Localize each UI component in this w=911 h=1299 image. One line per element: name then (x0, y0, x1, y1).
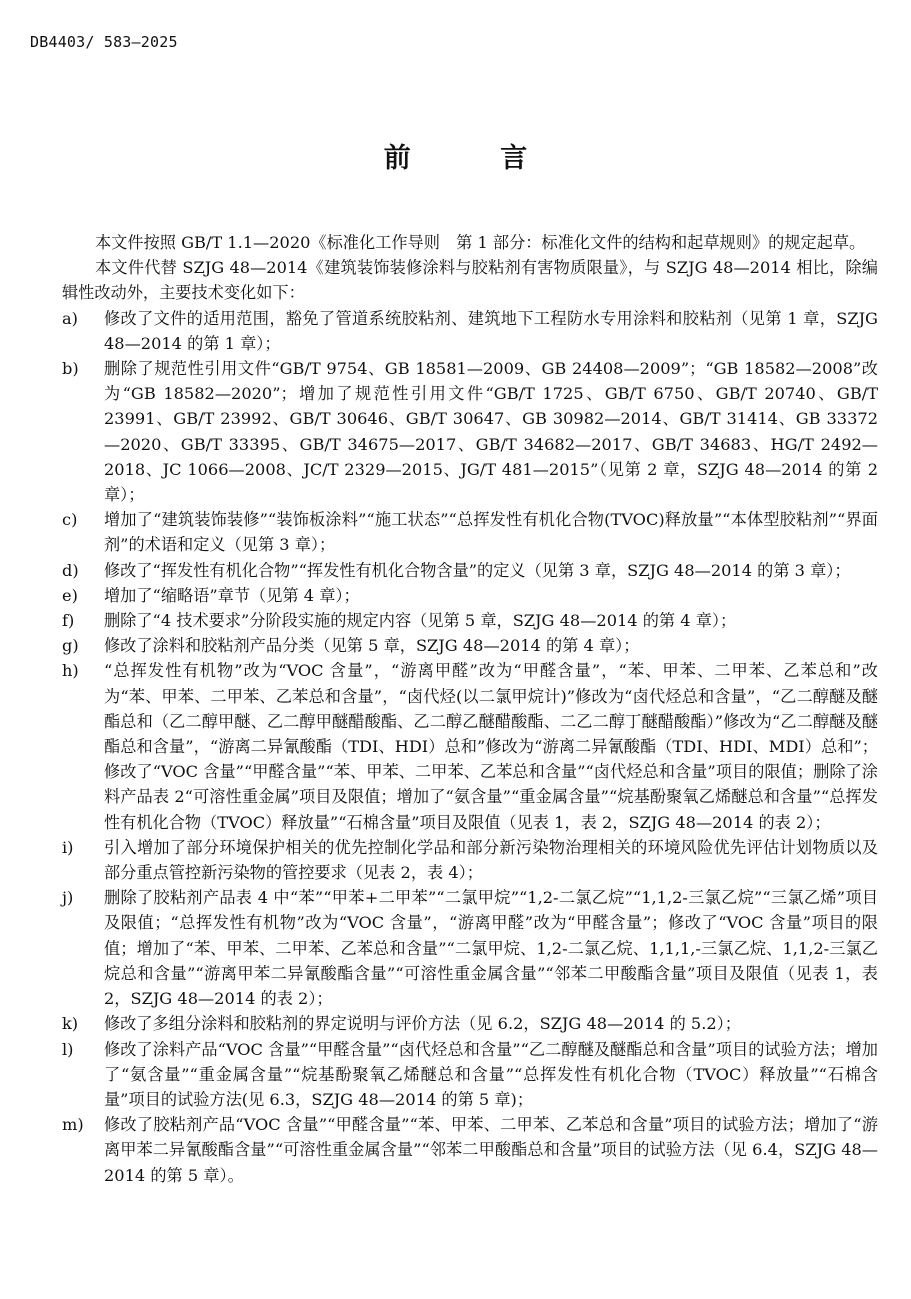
list-item-label: a) (62, 308, 78, 328)
list-item-text: 修改了多组分涂料和胶粘剂的界定说明与评价方法（见 6.2，SZJG 48—2014 的 5.2）； (104, 1014, 741, 1034)
list-item-text: 修改了涂料和胶粘剂产品分类（见第 5 章，SZJG 48—2014 的第 4 章）； (104, 636, 640, 656)
list-item-l (62, 1037, 878, 1113)
list-item-b (62, 356, 878, 507)
document-code: DB4403/ 583—2025 (30, 33, 178, 51)
document-body (62, 230, 878, 1188)
list-item-text: “总挥发性有机物”改为“VOC 含量”，“游离甲醛”改为“甲醛含量”，“苯、甲苯、二甲苯、乙苯总和”改为“苯、甲苯、二甲苯、乙苯总和含量”，“卤代烃(以二氯甲烷计)”修改为“卤代烃总和含量”，“乙二醇醚及醚酯总和（乙二醇甲醚、乙二醇甲醚醋酸酯、乙二醇乙醚醋酸酯、二乙二醇丁醚醋酸酯）”修改为“乙二醇醚及醚酯总和含量”，“游离二异氰酸酯（TDI、HDI）总和”修改为“游离二异氰酸酯（TDI、HDI、MDI）总和”；修改了“VOC 含量”“甲醛含量”“苯、甲苯、二甲苯、乙苯总和含量”“卤代烃总和含量”项目的限值；删除了涂料产品表 2“可溶性重金属”项目及限值；增加了“氨含量”“重金属含量”“烷基酚聚氧乙烯醚总和含量”“总挥发性有机化合物（TVOC）释放量”“石棉含量”项目及限值（见表 1，表 2，SZJG 48—2014 的表 2）； (104, 661, 878, 832)
list-item-text: 增加了“缩略语”章节（见第 4 章）； (104, 585, 360, 605)
list-item-text: 修改了涂料产品“VOC 含量”“甲醛含量”“卤代烃总和含量”“乙二醇醚及醚酯总和含量”项目的试验方法；增加了“氨含量”“重金属含量”“烷基酚聚氧乙烯醚总和含量”“总挥发性有机化合物（TVOC）释放量”“石棉含量”项目的试验方法(见 6.3，SZJG 48—2014 的第 5 章)； (104, 1039, 878, 1109)
list-item-f (62, 608, 878, 633)
list-item-label: e) (62, 585, 78, 605)
list-item-m (62, 1112, 878, 1188)
list-item-h (62, 658, 878, 834)
list-item-text: 删除了胶粘剂产品表 4 中“苯”“甲苯+二甲苯”“二氯甲烷”“1,2-二氯乙烷”“1,1,2-三氯乙烷”“三氯乙烯”项目及限值；“总挥发性有机物”改为“VOC 含量”，“游离甲醛”改为“甲醛含量”；修改了“VOC 含量”项目的限值；增加了“苯、甲苯、二甲苯、乙苯总和含量”“二氯甲烷、1,2-二氯乙烷、1,1,1,-三氯乙烷、1,1,2-三氯乙烷总和含量”“游离甲苯二异氰酸酯含量”“可溶性重金属含量”“邻苯二甲酸酯含量”项目及限值（见表 1，表 2，SZJG 48—2014 的表 2）； (104, 888, 878, 1009)
list-item-text: 引入增加了部分环境保护相关的优先控制化学品和部分新污染物治理相关的环境风险优先评估计划物质以及部分重点管控新污染物的管控要求（见表 2，表 4）； (104, 837, 878, 883)
list-item-text: 修改了“挥发性有机化合物”“挥发性有机化合物含量”的定义（见第 3 章，SZJG 48—2014 的第 3 章）； (104, 560, 851, 580)
list-item-label: c) (62, 510, 78, 530)
list-item-label: h) (62, 661, 79, 681)
list-item-c (62, 507, 878, 557)
list-item-e (62, 583, 878, 608)
list-item-text: 删除了“4 技术要求”分阶段实施的规定内容（见第 5 章，SZJG 48—2014 的第 4 章）； (104, 611, 737, 631)
list-item-label: l) (62, 1039, 74, 1059)
list-item-label: k) (62, 1014, 79, 1034)
list-item-i (62, 835, 878, 885)
list-item-label: b) (62, 359, 79, 379)
list-item-text: 删除了规范性引用文件“GB/T 9754、GB 18581—2009、GB 24408—2009”；“GB 18582—2008”改为“GB 18582—2020”；增加了规范性引用文件“GB/T 1725、GB/T 6750、GB/T 20740、GB/T 23991、GB/T 23992、GB/T 30646、GB/T 30647、GB 30982—2014、GB/T 31414、GB 33372—2020、GB/T 33395、GB/T 34675—2017、GB/T 34682—2017、GB/T 34683、HG/T 2492—2018、JC 1066—2008、JC/T 2329—2015、JG/T 481—2015”（见第 2 章，SZJG 48—2014 的第 2 章）； (104, 359, 878, 505)
list-item-text: 修改了文件的适用范围，豁免了管道系统胶粘剂、建筑地下工程防水专用涂料和胶粘剂（见第 1 章，SZJG 48—2014 的第 1 章）； (104, 308, 878, 353)
list-item-k (62, 1011, 878, 1036)
list-item-label: g) (62, 636, 79, 656)
list-item-label: i) (62, 837, 74, 857)
list-item-text: 修改了胶粘剂产品“VOC 含量”“甲醛含量”“苯、甲苯、二甲苯、乙苯总和含量”项目的试验方法；增加了“游离甲苯二异氰酸酯含量”“可溶性重金属含量”“邻苯二甲酸酯总和含量”项目的试验方法（见 6.4，SZJG 48—2014 的第 5 章）。 (104, 1115, 878, 1185)
list-item-j (62, 885, 878, 1011)
paragraph-1: 本文件按照 GB/T 1.1—2020《标准化工作导则 第 1 部分：标准化文件的结构和起草规则》的规定起草。 (95, 233, 866, 252)
list-item-label: m) (62, 1115, 84, 1135)
list-item-d (62, 558, 878, 583)
paragraph-2: 本文件代替 SZJG 48—2014《建筑装饰装修涂料与胶粘剂有害物质限量》，与 SZJG 48—2014 相比，除编辑性改动外，主要技术变化如下： (62, 258, 878, 303)
list-item-g (62, 633, 878, 658)
list-item-label: f) (62, 611, 75, 631)
page-title: 前 言 (383, 143, 568, 174)
list-item-label: j) (62, 888, 74, 908)
list-item-a (62, 306, 878, 356)
list-item-label: d) (62, 560, 79, 580)
list-item-text: 增加了“建筑装饰装修”“装饰板涂料”“施工状态”“总挥发性有机化合物(TVOC)释放量”“本体型胶粘剂”“界面剂”的术语和定义（见第 3 章）； (104, 510, 878, 555)
